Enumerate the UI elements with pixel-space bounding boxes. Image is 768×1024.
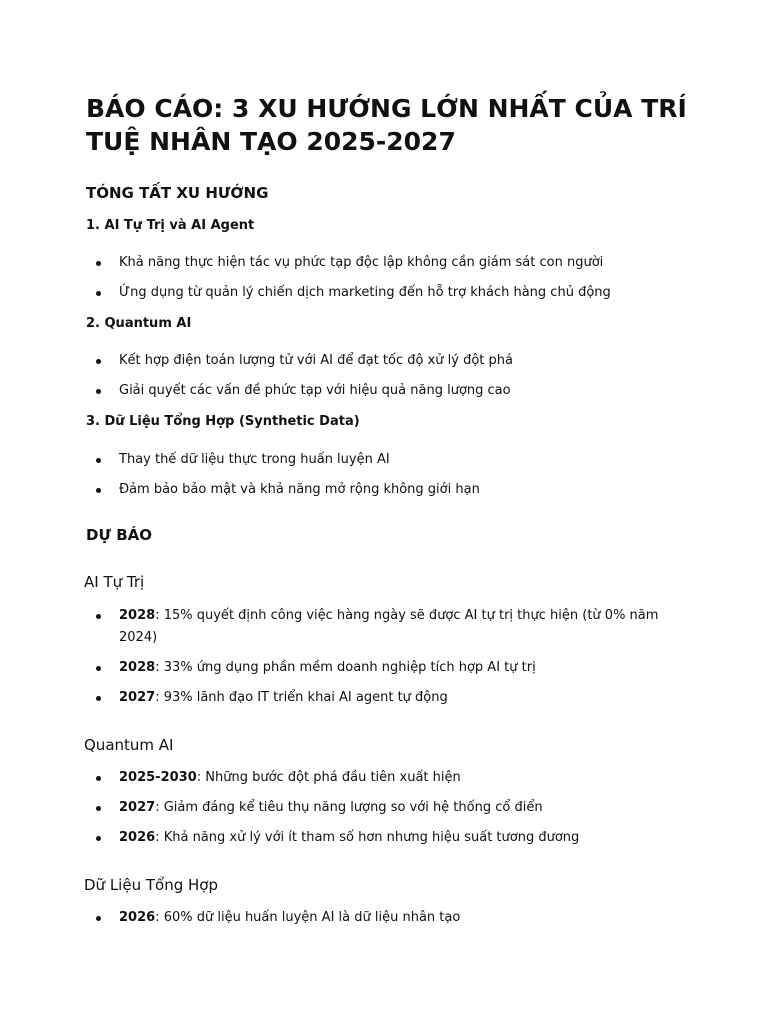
item-text: Ứng dụng từ quản lý chiến dịch marketing đến hỗ trợ khách hàng chủ động (119, 285, 611, 300)
forecast-heading: DỰ BÁO (86, 526, 152, 544)
forecast-year: 2028 (119, 660, 156, 675)
forecast-list-3 (94, 907, 684, 937)
forecast-list-2 (94, 767, 684, 857)
item-text: Đảm bảo bảo mật và khả năng mở rộng không giới hạn (119, 482, 480, 497)
list-item (94, 282, 684, 304)
list-item (94, 797, 684, 819)
list-item (94, 827, 684, 849)
forecast-text: : Giảm đáng kể tiêu thụ năng lượng so với hệ thống cổ điển (155, 800, 543, 815)
forecast-list-1 (94, 605, 684, 717)
forecast-topic-heading-1: AI Tự Trị (84, 573, 145, 591)
list-item (94, 252, 684, 274)
list-item (94, 687, 684, 709)
forecast-year: 2028 (119, 608, 156, 623)
bullet-icon (96, 614, 101, 619)
item-text: Kết hợp điện toán lượng tử với AI để đạt tốc độ xử lý đột phá (119, 353, 513, 368)
bullet-icon (96, 776, 101, 781)
list-item (94, 907, 684, 929)
forecast-text: : Những bước đột phá đầu tiên xuất hiện (196, 770, 461, 785)
trend-list-2 (94, 350, 684, 410)
forecast-text: : 93% lãnh đạo IT triển khai AI agent tự động (155, 690, 448, 705)
list-item (94, 479, 684, 501)
bullet-icon (96, 488, 101, 493)
report-title: BÁO CÁO: 3 XU HƯỚNG LỚN NHẤT CỦA TRÍ TUỆ NHÂN TẠO 2025-2027 (86, 94, 687, 156)
forecast-topic-heading-2: Quantum AI (84, 736, 174, 754)
trend-list-1 (94, 252, 684, 312)
bullet-icon (96, 359, 101, 364)
forecast-text: : 33% ứng dụng phần mềm doanh nghiệp tích hợp AI tự trị (155, 660, 536, 675)
bullet-icon (96, 806, 101, 811)
forecast-text: : 60% dữ liệu huấn luyện AI là dữ liệu nhân tạo (155, 910, 461, 925)
bullet-icon (96, 291, 101, 296)
forecast-text: : Khả năng xử lý với ít tham số hơn nhưng hiệu suất tương đương (155, 830, 580, 845)
forecast-year: 2027 (119, 800, 156, 815)
forecast-year: 2027 (119, 690, 156, 705)
bullet-icon (96, 836, 101, 841)
list-item (94, 449, 684, 471)
forecast-year: 2026 (119, 910, 156, 925)
list-item (94, 767, 684, 789)
trend-list-3 (94, 449, 684, 509)
trend-heading-2: 2. Quantum AI (86, 316, 192, 331)
trend-heading-1: 1. AI Tự Trị và AI Agent (86, 218, 255, 233)
bullet-icon (96, 696, 101, 701)
bullet-icon (96, 666, 101, 671)
item-text: Khả năng thực hiện tác vụ phức tạp độc lập không cần giám sát con người (119, 255, 604, 270)
forecast-topic-heading-3: Dữ Liệu Tổng Hợp (84, 876, 218, 894)
list-item (94, 605, 684, 649)
forecast-text: : 15% quyết định công việc hàng ngày sẽ được AI tự trị thực hiện (từ 0% năm 2024) (119, 608, 659, 645)
bullet-icon (96, 389, 101, 394)
list-item (94, 350, 684, 372)
bullet-icon (96, 261, 101, 266)
trend-heading-3: 3. Dữ Liệu Tổng Hợp (Synthetic Data) (86, 414, 360, 429)
item-text: Thay thế dữ liệu thực trong huấn luyện AI (119, 452, 390, 467)
bullet-icon (96, 916, 101, 921)
item-text: Giải quyết các vấn đề phức tạp với hiệu quả năng lượng cao (119, 383, 511, 398)
bullet-icon (96, 458, 101, 463)
list-item (94, 657, 684, 679)
forecast-year: 2025-2030 (119, 770, 197, 785)
list-item (94, 380, 684, 402)
forecast-year: 2026 (119, 830, 156, 845)
summary-heading: TÓNG TẤT XU HƯỚNG (86, 184, 269, 202)
